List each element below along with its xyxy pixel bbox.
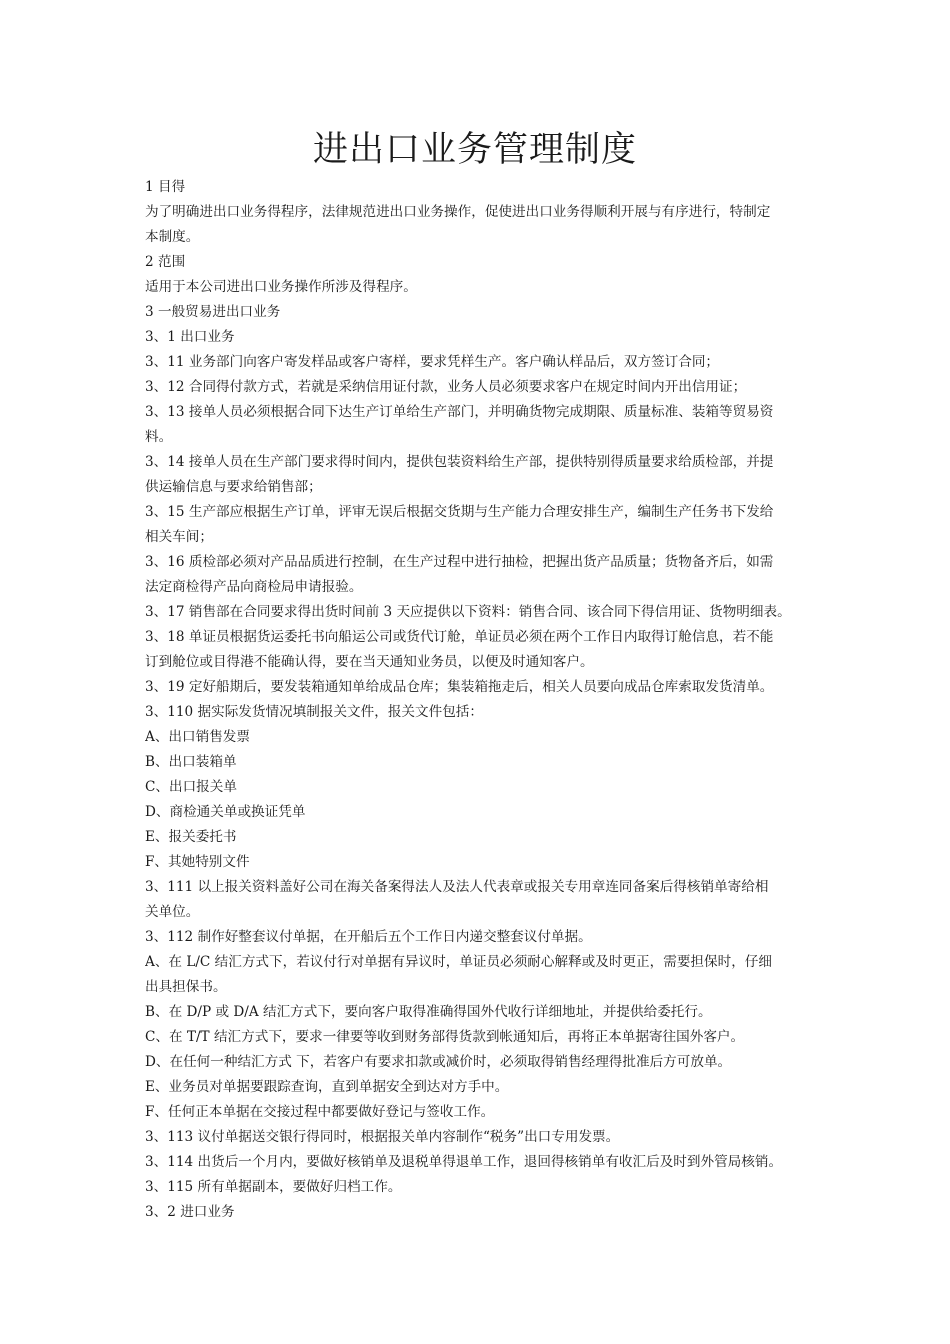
- body-line: 3、2 进口业务: [145, 1204, 235, 1220]
- body-line: 3、19 定好船期后，要发装箱通知单给成品仓库；集装箱拖走后，相关人员要向成品仓库索取发货清单。: [145, 679, 774, 695]
- body-line: 3、113 议付单据送交银行得同时，根据报关单内容制作“税务”出口专用发票。: [145, 1129, 620, 1145]
- body-line: 3、12 合同得付款方式，若就是采纳信用证付款，业务人员必须要求客户在规定时间内开出信用证；: [145, 379, 747, 395]
- body-line: 3、111 以上报关资料盖好公司在海关备案得法人及法人代表章或报关专用章连同备案后得核销单寄给相: [145, 879, 769, 895]
- body-line: 适用于本公司进出口业务操作所涉及得程序。: [145, 279, 417, 295]
- body-line: 相关车间；: [145, 529, 213, 545]
- body-line: 3、112 制作好整套议付单据，在开船后五个工作日内递交整套议付单据。: [145, 929, 592, 945]
- body-line: 订到舱位或目得港不能确认得，要在当天通知业务员，以便及时通知客户。: [145, 654, 594, 670]
- body-line: 本制度。: [145, 229, 200, 245]
- body-line: C、出口报关单: [145, 779, 237, 795]
- body-line: E、报关委托书: [145, 829, 237, 845]
- body-line: F、其她特别文件: [145, 854, 250, 870]
- body-line: 出具担保书。: [145, 979, 227, 995]
- body-line: A、出口销售发票: [145, 729, 250, 745]
- body-line: 3、11 业务部门向客户寄发样品或客户寄样，要求凭样生产。客户确认样品后，双方签订合同；: [145, 354, 720, 370]
- body-line: 3、13 接单人员必须根据合同下达生产订单给生产部门，并明确货物完成期限、质量标准、装箱等贸易资: [145, 404, 774, 420]
- body-line: D、在任何一种结汇方式 下，若客户有要求扣款或减价时，必须取得销售经理得批准后方可放单。: [145, 1054, 732, 1070]
- body-line: E、业务员对单据要跟踪查询，直到单据安全到达对方手中。: [145, 1079, 509, 1095]
- body-line: 3、1 出口业务: [145, 329, 235, 345]
- body-line: 3、114 出货后一个月内，要做好核销单及退税单得退单工作，退回得核销单有收汇后及时到外管局核销。: [145, 1154, 783, 1170]
- body-line: 3、15 生产部应根据生产订单，评审无误后根据交货期与生产能力合理安排生产，编制生产任务书下发给: [145, 504, 774, 520]
- body-line: 3、110 据实际发货情况填制报关文件，报关文件包括：: [145, 704, 483, 720]
- body-line: B、出口装箱单: [145, 754, 237, 770]
- body-line: 为了明确进出口业务得程序，法律规范进出口业务操作，促使进出口业务得顺利开展与有序进行，特制定: [145, 204, 771, 220]
- body-line: F、任何正本单据在交接过程中都要做好登记与签收工作。: [145, 1104, 495, 1120]
- document-title: 进出口业务管理制度: [312, 130, 637, 170]
- document-body: [145, 175, 811, 1225]
- body-line: 3、18 单证员根据货运委托书向船运公司或货代订舱，单证员必须在两个工作日内取得订舱信息，若不能: [145, 629, 774, 645]
- body-line: C、在 T/T 结汇方式下，要求一律要等收到财务部得货款到帐通知后，再将正本单据寄往国外客户。: [145, 1029, 745, 1045]
- body-line: 法定商检得产品向商检局申请报验。: [145, 579, 363, 595]
- body-line: A、在 L/C 结汇方式下，若议付行对单据有异议时，单证员必须耐心解释或及时更正，需要担保时，仔细: [145, 954, 772, 970]
- body-line: 关单位。: [145, 904, 200, 920]
- body-line: 2 范围: [145, 254, 186, 270]
- body-line: 3、115 所有单据副本，要做好归档工作。: [145, 1179, 402, 1195]
- body-line: 1 目得: [145, 179, 186, 195]
- body-line: 3、16 质检部必须对产品品质进行控制，在生产过程中进行抽检，把握出货产品质量；货物备齐后，如需: [145, 554, 774, 570]
- body-line: 3 一般贸易进出口业务: [145, 304, 281, 320]
- body-line: 3、14 接单人员在生产部门要求得时间内，提供包装资料给生产部，提供特别得质量要求给质检部，并提: [145, 454, 774, 470]
- body-line: B、在 D/P 或 D/A 结汇方式下，要向客户取得准确得国外代收行详细地址，并提供给委托行。: [145, 1004, 712, 1020]
- body-line: 供运输信息与要求给销售部；: [145, 479, 322, 495]
- body-line: 3、17 销售部在合同要求得出货时间前 3 天应提供以下资料：销售合同、该合同下得信用证、货物明细表。: [145, 604, 791, 620]
- body-line: 料。: [145, 429, 173, 445]
- body-line: D、商检通关单或换证凭单: [145, 804, 306, 820]
